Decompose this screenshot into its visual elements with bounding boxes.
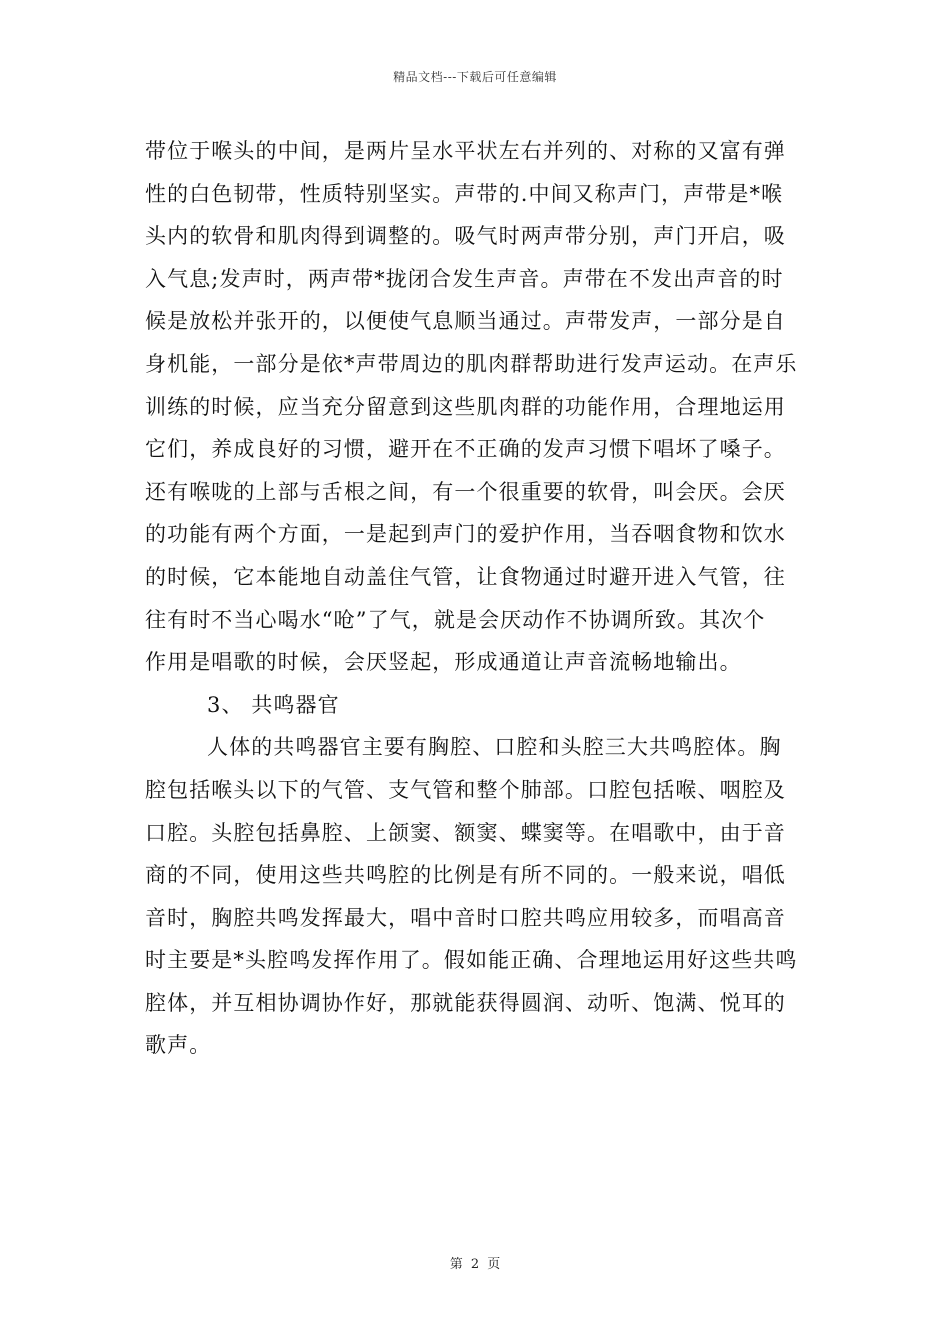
text-line: 它们，养成良好的习惯，避开在不正确的发声习惯下唱坏了嗓子。: [145, 437, 786, 462]
text-line: 身机能，一部分是依*声带周边的肌肉群帮助进行发声运动。在声乐: [145, 351, 798, 376]
text-line: 作用是唱歌的时候，会厌竖起，形成通道让声音流畅地输出。: [145, 650, 742, 675]
text-line: 带位于喉头的中间，是两片呈水平状左右并列的、对称的又富有弹: [145, 139, 786, 163]
paragraph-resonance: [145, 726, 810, 1067]
document-body: [145, 130, 810, 1067]
paragraph-larynx: [145, 130, 810, 684]
text-line: 的功能有两个方面，一是起到声门的爱护作用，当吞咽食物和饮水: [145, 522, 786, 547]
text-line: 候是放松并张开的，以便使气息顺当通过。声带发声，一部分是自: [145, 309, 786, 334]
text-line: 歌声。: [145, 1033, 212, 1058]
text-line: 入气息;发声时，两声带*拢闭合发生声音。声带在不发出声音的时: [145, 266, 784, 291]
text-line: 训练的时候，应当充分留意到这些肌肉群的功能作用，合理地运用: [145, 394, 786, 419]
text-line: 人体的共鸣器官主要有胸腔、口腔和头腔三大共鸣腔体。胸: [207, 735, 782, 760]
text-line: 头内的软骨和肌肉得到调整的。吸气时两声带分别，声门开启，吸: [145, 224, 786, 249]
text-line: 腔包括喉头以下的气管、支气管和整个肺部。口腔包括喉、咽腔及: [145, 777, 786, 802]
text-line: 音时，胸腔共鸣发挥最大，唱中音时口腔共鸣应用较多，而唱高音: [145, 905, 786, 930]
text-line: 商的不同，使用这些共鸣腔的比例是有所不同的。一般来说，唱低: [145, 863, 786, 888]
text-line: 时主要是*头腔鸣发挥作用了。假如能正确、合理地运用好这些共鸣: [145, 948, 798, 973]
text-line: 口腔。头腔包括鼻腔、上颌窦、额窦、蝶窦等。在唱歌中，由于音: [145, 820, 786, 845]
text-line: 腔体，并互相协调协作好，那就能获得圆润、动听、饱满、悦耳的: [145, 990, 786, 1015]
text-line: 还有喉咙的上部与舌根之间，有一个很重要的软骨，叫会厌。会厌: [145, 479, 786, 504]
page-header: 精品文档---下载后可任意编辑: [393, 70, 557, 84]
text-line: 往有时不当心喝水“呛”了气，就是会厌动作不协调所致。其次个: [145, 607, 766, 632]
text-line: 的时候，它本能地自动盖住气管，让食物通过时避开进入气管，往: [145, 564, 786, 589]
page-number: 第 2 页: [449, 1257, 501, 1272]
text-line: 性的白色韧带，性质特别坚实。声带的.中间又称声门，声带是*喉: [145, 181, 784, 206]
section-heading: 3、 共鸣器官: [207, 692, 340, 717]
